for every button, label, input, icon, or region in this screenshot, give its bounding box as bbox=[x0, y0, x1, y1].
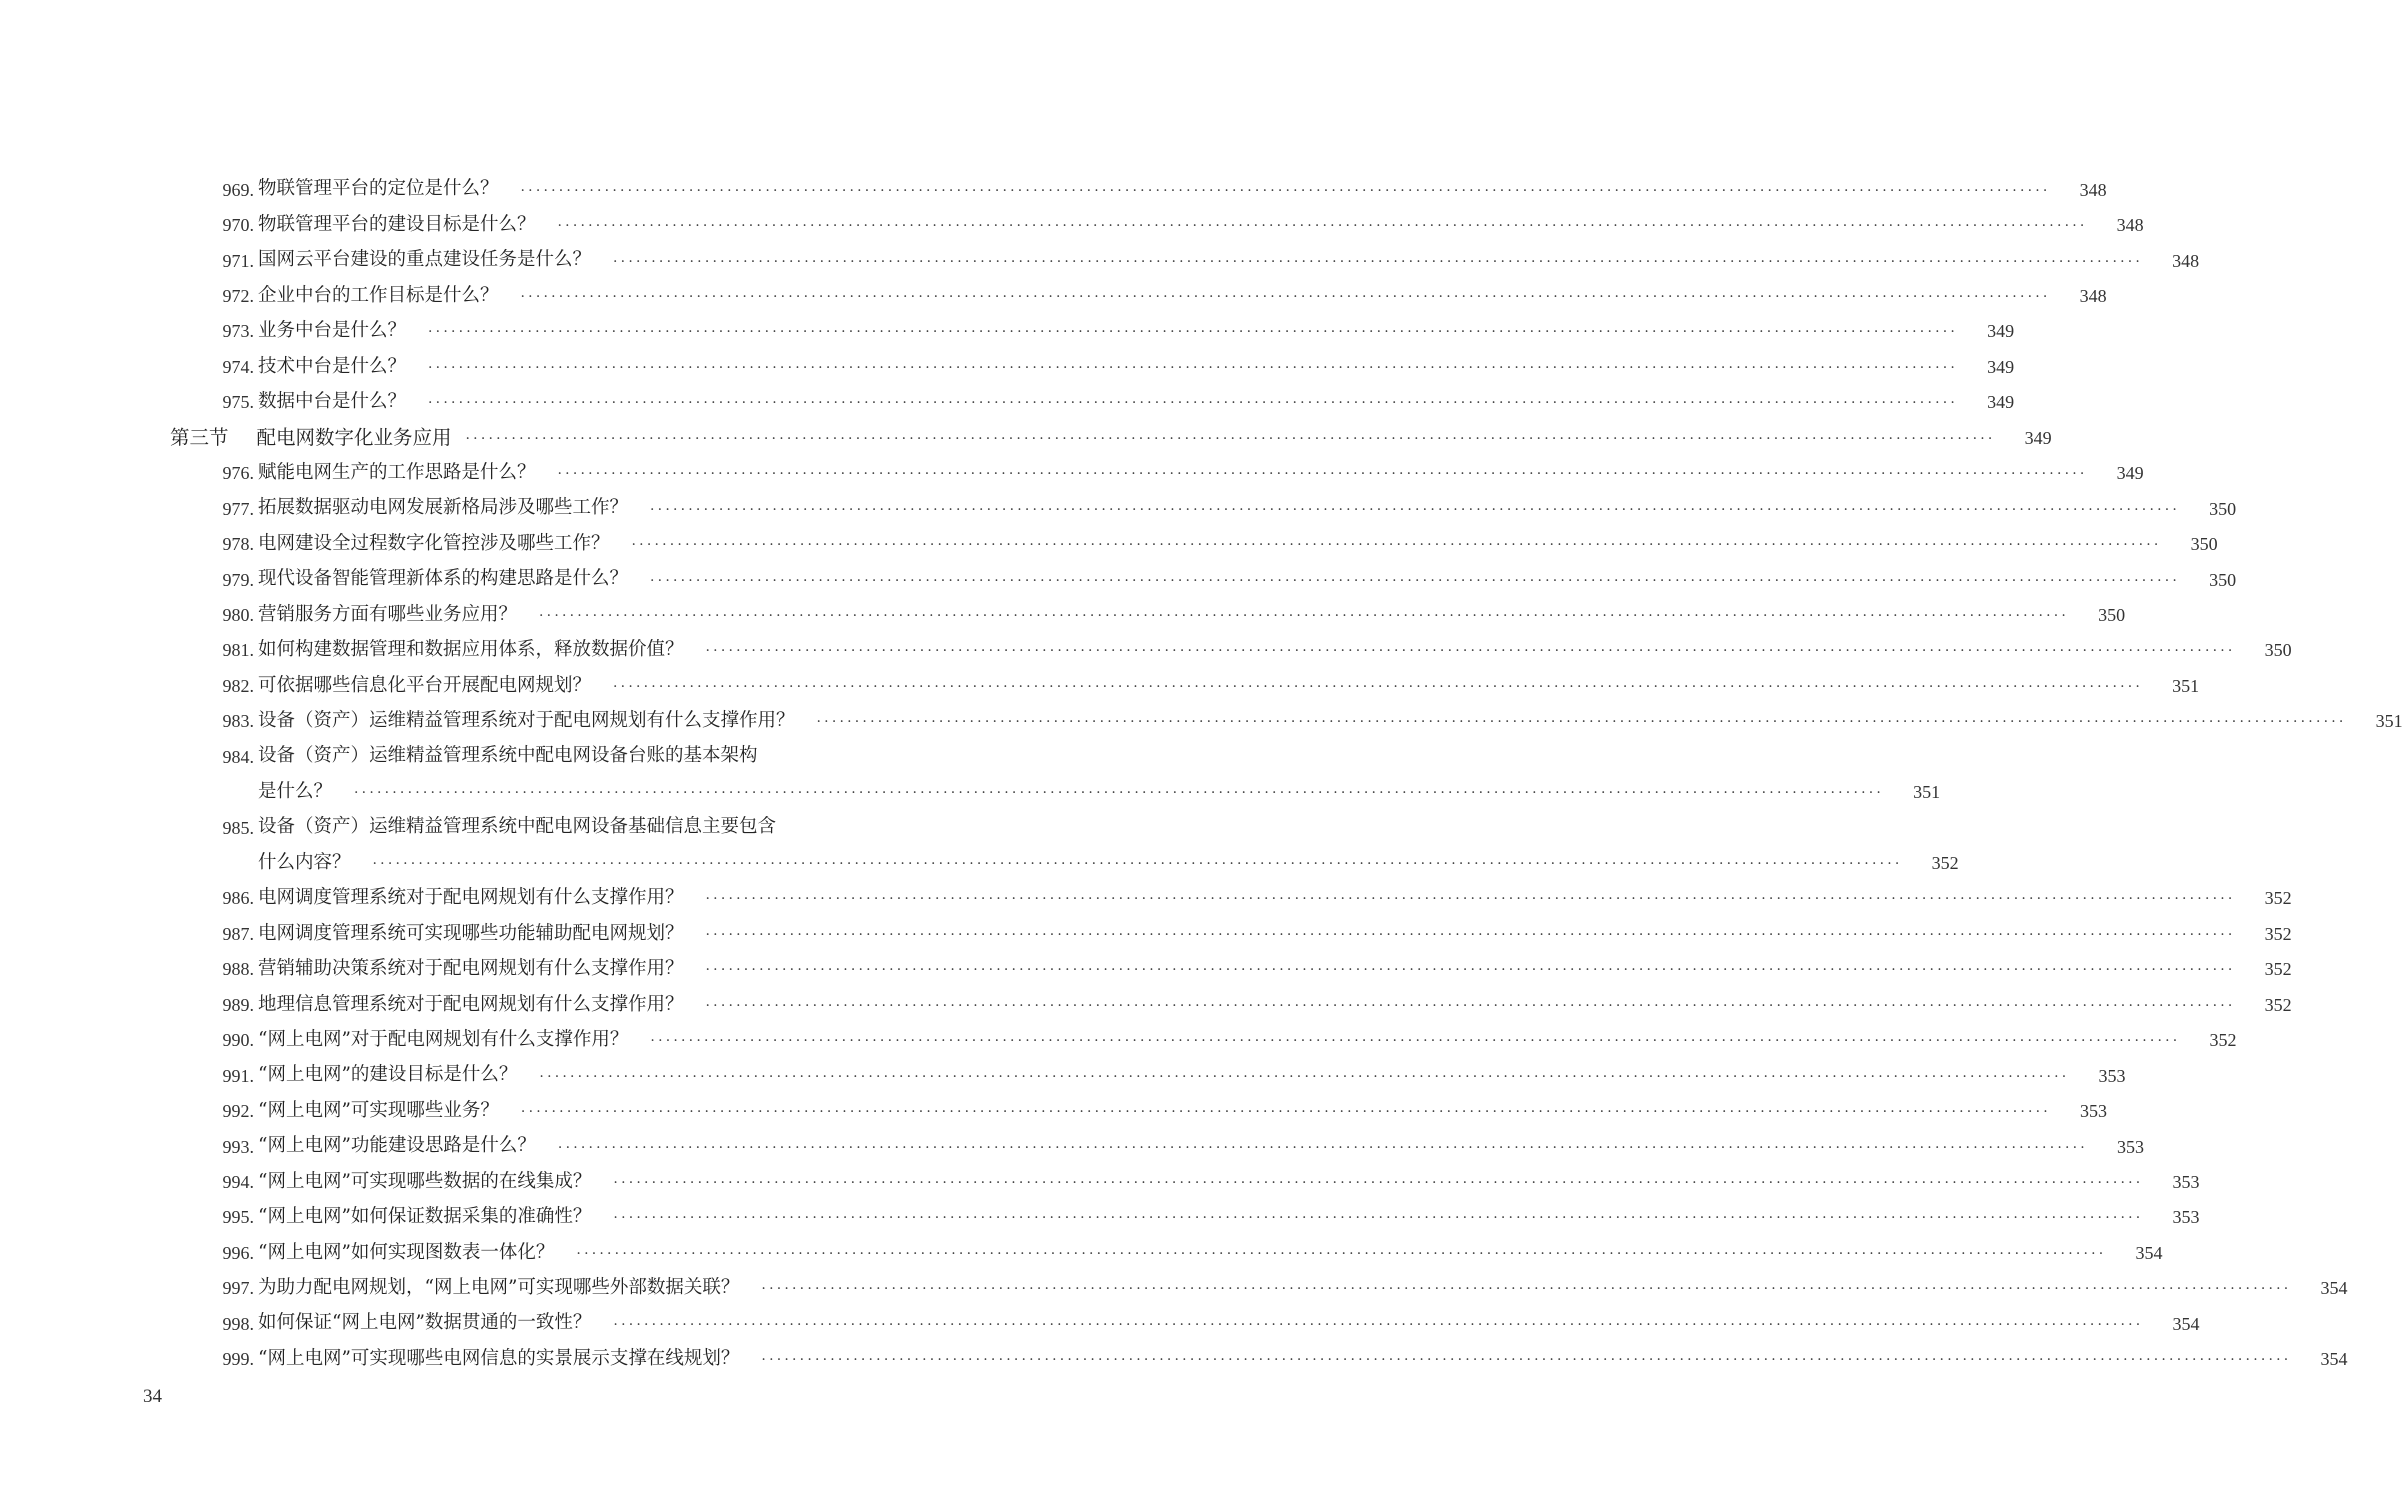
dot-leader: ········································································································································································································ bbox=[520, 289, 2051, 306]
page-number: 34 bbox=[143, 1386, 162, 1407]
dot-leader: ········································································································································································································ bbox=[557, 1139, 2088, 1156]
toc-entry-title: 为助力配电网规划，“网上电网”可实现哪些外部数据关联？ bbox=[258, 1277, 740, 1299]
toc-entry-title: 什么内容？ bbox=[258, 851, 351, 873]
toc-entry-number: 969. bbox=[222, 179, 254, 200]
toc-page-number: 354 bbox=[2135, 1242, 2163, 1263]
dot-leader: ········································································································································································································ bbox=[613, 1174, 2144, 1191]
toc-entry-title: 营销服务方面有哪些业务应用？ bbox=[258, 603, 518, 625]
toc-entry-number: 998. bbox=[222, 1313, 254, 1334]
toc-entry-number: 992. bbox=[222, 1101, 254, 1122]
dot-leader: ········································································································································································································ bbox=[650, 572, 2181, 589]
toc-page-number: 348 bbox=[2116, 215, 2144, 236]
toc-page-number: 350 bbox=[2209, 498, 2237, 519]
toc-entry[interactable] bbox=[0, 845, 1959, 880]
toc-entry[interactable] bbox=[0, 1341, 2348, 1376]
toc-entry[interactable] bbox=[0, 243, 2200, 278]
toc-entry-title: 可依据哪些信息化平台开展配电网规划？ bbox=[258, 674, 592, 696]
toc-entry[interactable] bbox=[0, 1058, 2126, 1093]
toc-entry-title: 电网调度管理系统可实现哪些功能辅助配电网规划？ bbox=[258, 922, 684, 944]
toc-entry-title: 拓展数据驱动电网发展新格局涉及哪些工作？ bbox=[258, 497, 629, 519]
dot-leader: ········································································································································································································ bbox=[428, 359, 1959, 376]
toc-entry-title: “网上电网”可实现哪些数据的在线集成？ bbox=[258, 1170, 592, 1192]
dot-leader: ········································································································································································································ bbox=[631, 537, 2162, 554]
toc-entry-title: “网上电网”对于配电网规划有什么支撑作用？ bbox=[258, 1028, 629, 1050]
dot-leader: ········································································································································································································ bbox=[650, 1033, 2181, 1050]
toc-entry-title: 国网云平台建设的重点建设任务是什么？ bbox=[258, 249, 592, 271]
toc-entry[interactable] bbox=[0, 774, 1941, 809]
toc-page-number: 352 bbox=[2264, 994, 2292, 1015]
toc-page-number: 349 bbox=[2024, 427, 2052, 448]
toc-entry-number: 971. bbox=[222, 250, 254, 271]
toc-entry-number: 991. bbox=[222, 1065, 254, 1086]
toc-entry-title: 业务中台是什么？ bbox=[258, 320, 407, 342]
toc-page-number: 349 bbox=[1987, 392, 2015, 413]
toc-entry-number: 977. bbox=[222, 498, 254, 519]
dot-leader: ········································································································································································································ bbox=[465, 430, 1996, 447]
toc-page-number: 349 bbox=[2116, 463, 2144, 484]
toc-page-number: 352 bbox=[2264, 888, 2292, 909]
dot-leader: ········································································································································································································ bbox=[613, 1210, 2144, 1227]
dot-leader: ········································································································································································································ bbox=[557, 218, 2088, 235]
toc-entry-title: 如何构建数据管理和数据应用体系，释放数据价值？ bbox=[258, 639, 684, 661]
toc-section-heading[interactable] bbox=[0, 420, 2052, 455]
toc-entry-title: 电网调度管理系统对于配电网规划有什么支撑作用？ bbox=[258, 887, 684, 909]
toc-entry-title: “网上电网”可实现哪些业务？ bbox=[258, 1099, 499, 1121]
toc-entry-number: 999. bbox=[222, 1349, 254, 1370]
toc-entry-title: “网上电网”如何实现图数表一体化？ bbox=[258, 1241, 555, 1263]
toc-entry[interactable] bbox=[0, 881, 2292, 916]
toc-page-number: 352 bbox=[2264, 959, 2292, 980]
toc-entry-number: 984. bbox=[222, 746, 254, 767]
toc-entry-title: 数据中台是什么？ bbox=[258, 391, 407, 413]
toc-entry-number: 995. bbox=[222, 1207, 254, 1228]
toc-entry[interactable] bbox=[0, 810, 1080, 845]
toc-page-number: 348 bbox=[2079, 286, 2107, 307]
toc-page-number: 353 bbox=[2172, 1171, 2200, 1192]
toc-entry[interactable] bbox=[0, 491, 2237, 526]
toc-entry[interactable] bbox=[0, 1235, 2163, 1270]
toc-page-number: 353 bbox=[2098, 1065, 2126, 1086]
toc-entry-number: 980. bbox=[222, 604, 254, 625]
toc-entry-number: 990. bbox=[222, 1030, 254, 1051]
toc-entry-title: 物联管理平台的定位是什么？ bbox=[258, 178, 499, 200]
toc-page-number: 353 bbox=[2079, 1101, 2107, 1122]
toc-entry-title: “网上电网”功能建设思路是什么？ bbox=[258, 1135, 536, 1157]
toc-page-number: 352 bbox=[2264, 923, 2292, 944]
toc-page-number: 354 bbox=[2320, 1349, 2348, 1370]
dot-leader: ········································································································································································································ bbox=[705, 926, 2236, 943]
toc-entry-number: 988. bbox=[222, 959, 254, 980]
toc-page-number: 353 bbox=[2172, 1207, 2200, 1228]
toc-entry[interactable] bbox=[0, 207, 2144, 242]
toc-page-number: 349 bbox=[1987, 321, 2015, 342]
toc-entry[interactable] bbox=[0, 1271, 2348, 1306]
toc-entry-number: 978. bbox=[222, 534, 254, 555]
toc-entry[interactable] bbox=[0, 704, 2403, 739]
toc-entry-title: “网上电网”如何保证数据采集的准确性？ bbox=[258, 1206, 592, 1228]
toc-entry-title: 电网建设全过程数字化管控涉及哪些工作？ bbox=[258, 532, 610, 554]
toc-page-number: 349 bbox=[1987, 356, 2015, 377]
toc-entry[interactable] bbox=[0, 916, 2292, 951]
toc-page-number: 351 bbox=[2375, 711, 2403, 732]
toc-entry-title: 物联管理平台的建设目标是什么？ bbox=[258, 213, 536, 235]
dot-leader: ········································································································································································································ bbox=[705, 643, 2236, 660]
toc-entry-number: 983. bbox=[222, 711, 254, 732]
toc-page-number: 352 bbox=[2209, 1030, 2237, 1051]
toc-entry[interactable] bbox=[0, 952, 2292, 987]
toc-entry-number: 974. bbox=[222, 356, 254, 377]
toc-entry-number: 979. bbox=[222, 569, 254, 590]
toc-entry[interactable] bbox=[0, 526, 2218, 561]
toc-entry-number: 989. bbox=[222, 994, 254, 1015]
toc-entry[interactable] bbox=[0, 1164, 2200, 1199]
toc-entry[interactable] bbox=[0, 278, 2107, 313]
toc-entry-number: 973. bbox=[222, 321, 254, 342]
toc-page-number: 350 bbox=[2190, 534, 2218, 555]
dot-leader: ········································································································································································································ bbox=[613, 253, 2144, 270]
toc-entry-number: 976. bbox=[222, 463, 254, 484]
toc-page-number: 352 bbox=[1931, 853, 1959, 874]
toc-entry-number: 986. bbox=[222, 888, 254, 909]
dot-leader: ········································································································································································································ bbox=[539, 607, 2070, 624]
toc-entry-number: 993. bbox=[222, 1136, 254, 1157]
toc-entry-title: “网上电网”的建设目标是什么？ bbox=[258, 1064, 518, 1086]
toc-entry[interactable] bbox=[0, 633, 2292, 668]
toc-entry[interactable] bbox=[0, 668, 2200, 703]
toc-page-number: 351 bbox=[2172, 675, 2200, 696]
toc-entry[interactable] bbox=[0, 1200, 2200, 1235]
toc-page-number: 350 bbox=[2209, 569, 2237, 590]
toc-page-number: 351 bbox=[1913, 782, 1941, 803]
dot-leader: ········································································································································································································ bbox=[576, 1245, 2107, 1262]
dot-leader: ········································································································································································································ bbox=[650, 501, 2181, 518]
toc-page-number: 353 bbox=[2116, 1136, 2144, 1157]
dot-leader: ········································································································································································································ bbox=[354, 785, 1885, 802]
toc-entry-title: “网上电网”可实现哪些电网信息的实景展示支撑在线规划？ bbox=[258, 1347, 740, 1369]
toc-entry-number: 970. bbox=[222, 215, 254, 236]
toc-entry-title: 现代设备智能管理新体系的构建思路是什么？ bbox=[258, 568, 629, 590]
dot-leader: ········································································································································································································ bbox=[557, 466, 2088, 483]
toc-entry-title: 营销辅助决策系统对于配电网规划有什么支撑作用？ bbox=[258, 958, 684, 980]
toc-entry-number: 997. bbox=[222, 1278, 254, 1299]
dot-leader: ········································································································································································································ bbox=[705, 962, 2236, 979]
dot-leader: ········································································································································································································ bbox=[705, 997, 2236, 1014]
toc-page-number: 350 bbox=[2098, 604, 2126, 625]
toc-entry[interactable] bbox=[0, 1306, 2200, 1341]
toc-entry-number: 996. bbox=[222, 1242, 254, 1263]
table-of-contents bbox=[0, 172, 2403, 1377]
toc-entry-number: 982. bbox=[222, 675, 254, 696]
toc-entry-number: 981. bbox=[222, 640, 254, 661]
toc-entry-title: 设备（资产）运维精益管理系统中配电网设备基础信息主要包含 bbox=[258, 816, 777, 838]
toc-entry-title: 设备（资产）运维精益管理系统中配电网设备台账的基本架构 bbox=[258, 745, 758, 767]
toc-entry[interactable] bbox=[0, 597, 2126, 632]
toc-page-number: 354 bbox=[2172, 1313, 2200, 1334]
toc-entry[interactable] bbox=[0, 1093, 2107, 1128]
toc-entry-title: 地理信息管理系统对于配电网规划有什么支撑作用？ bbox=[258, 993, 684, 1015]
toc-entry-number: 972. bbox=[222, 286, 254, 307]
toc-entry[interactable] bbox=[0, 385, 2015, 420]
toc-entry[interactable] bbox=[0, 562, 2237, 597]
toc-entry[interactable] bbox=[0, 1129, 2144, 1164]
dot-leader: ········································································································································································································ bbox=[372, 856, 1903, 873]
section-title: 配电网数字化业务应用 bbox=[256, 426, 452, 450]
toc-entry-title: 设备（资产）运维精益管理系统对于配电网规划有什么支撑作用？ bbox=[258, 710, 795, 732]
dot-leader: ········································································································································································································ bbox=[761, 1281, 2292, 1298]
toc-entry[interactable] bbox=[0, 172, 2107, 207]
dot-leader: ········································································································································································································ bbox=[816, 714, 2347, 731]
toc-page-number: 350 bbox=[2264, 640, 2292, 661]
toc-section-label bbox=[170, 428, 466, 448]
dot-leader: ········································································································································································································ bbox=[428, 324, 1959, 341]
toc-entry-title: 是什么？ bbox=[258, 780, 333, 802]
toc-entry-title: 如何保证“网上电网”数据贯通的一致性？ bbox=[258, 1312, 592, 1334]
toc-page-number: 348 bbox=[2079, 179, 2107, 200]
toc-page-number: 348 bbox=[2172, 250, 2200, 271]
dot-leader: ········································································································································································································ bbox=[520, 1104, 2051, 1121]
dot-leader: ········································································································································································································ bbox=[613, 678, 2144, 695]
section-number: 第三节 bbox=[170, 426, 229, 450]
toc-entry-number: 994. bbox=[222, 1171, 254, 1192]
toc-entry-number: 985. bbox=[222, 817, 254, 838]
toc-entry-number: 975. bbox=[222, 392, 254, 413]
dot-leader: ········································································································································································································ bbox=[520, 182, 2051, 199]
dot-leader: ········································································································································································································ bbox=[539, 1068, 2070, 1085]
toc-page-number: 354 bbox=[2320, 1278, 2348, 1299]
dot-leader: ········································································································································································································ bbox=[613, 1316, 2144, 1333]
toc-entry-title: 赋能电网生产的工作思路是什么？ bbox=[258, 461, 536, 483]
toc-entry-title: 技术中台是什么？ bbox=[258, 355, 407, 377]
toc-entry-number: 987. bbox=[222, 923, 254, 944]
dot-leader: ········································································································································································································ bbox=[705, 891, 2236, 908]
toc-entry[interactable] bbox=[0, 314, 2015, 349]
toc-entry[interactable] bbox=[0, 349, 2015, 384]
toc-entry[interactable] bbox=[0, 1023, 2237, 1058]
dot-leader: ········································································································································································································ bbox=[761, 1352, 2292, 1369]
toc-entry-title: 企业中台的工作目标是什么？ bbox=[258, 284, 499, 306]
toc-entry[interactable] bbox=[0, 987, 2292, 1022]
toc-entry[interactable] bbox=[0, 456, 2144, 491]
dot-leader: ········································································································································································································ bbox=[428, 395, 1959, 412]
toc-entry[interactable] bbox=[0, 739, 1080, 774]
